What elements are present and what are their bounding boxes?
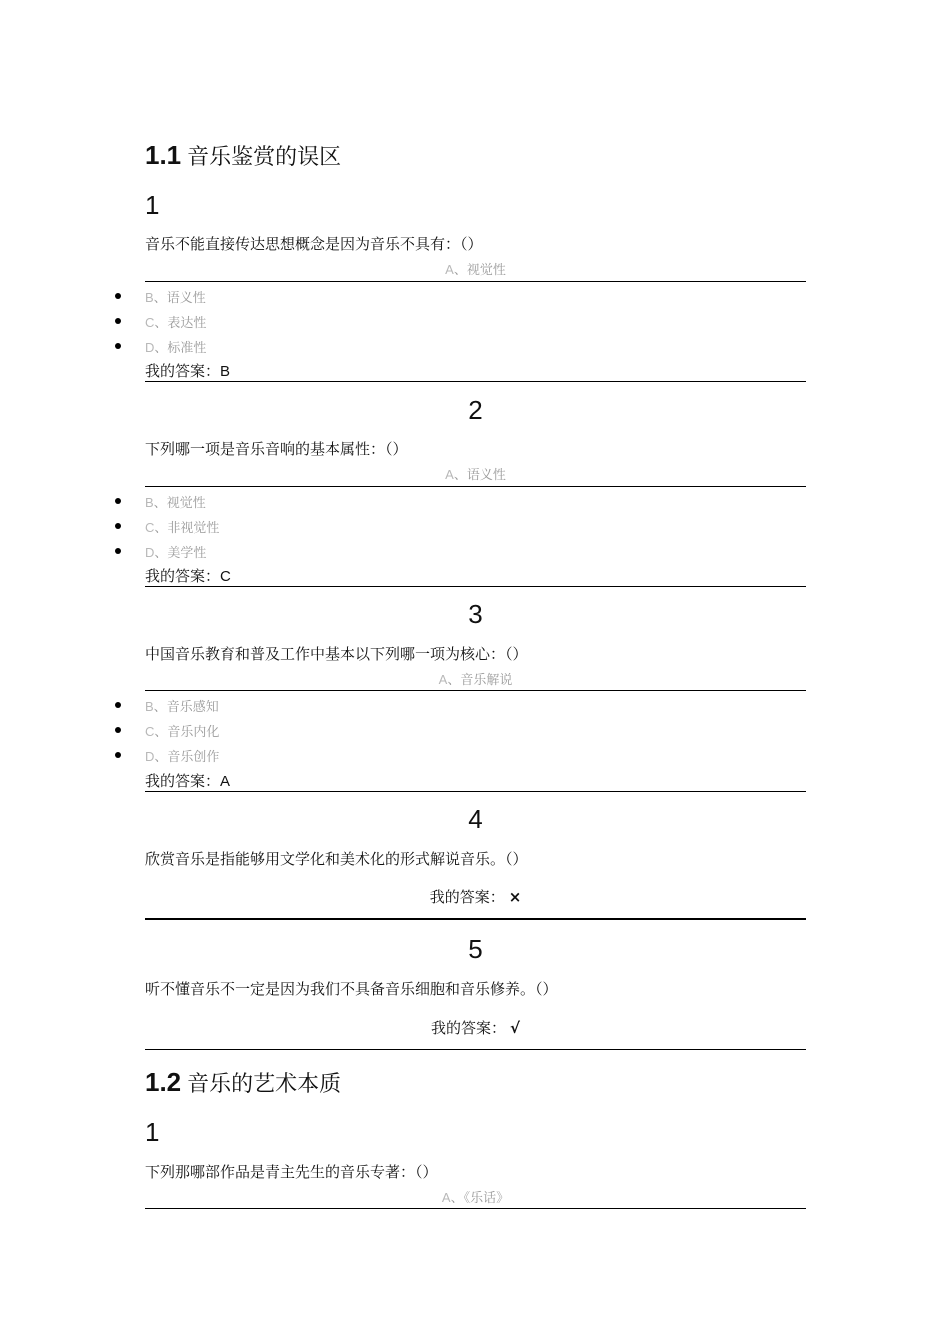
- section-heading: [145, 140, 341, 171]
- question-number: 5: [468, 934, 483, 964]
- check-icon: √: [510, 1019, 521, 1037]
- option-a: A、语义性: [445, 467, 506, 483]
- section-heading: [145, 1067, 341, 1098]
- my-answer: 我的答案：C: [145, 567, 231, 585]
- question-text: 音乐不能直接传达思想概念是因为音乐不具有：（）: [145, 235, 483, 253]
- section-number: 1.2: [145, 1067, 182, 1097]
- section-title: 音乐鉴赏的误区: [187, 145, 342, 170]
- divider: [145, 690, 806, 691]
- question-number: 2: [468, 395, 483, 425]
- divider: [145, 486, 806, 487]
- option-b: B、视觉性: [145, 492, 206, 511]
- divider: [145, 586, 806, 587]
- question-text: 下列那哪部作品是青主先生的音乐专著：（）: [145, 1163, 438, 1181]
- option-b: B、音乐感知: [145, 696, 219, 715]
- cross-icon: ×: [508, 888, 522, 906]
- my-answer: 我的答案： ×: [429, 888, 522, 906]
- option-d: D、标准性: [145, 337, 206, 356]
- option-c: C、音乐内化: [145, 721, 219, 740]
- question-text: 听不懂音乐不一定是因为我们不具备音乐细胞和音乐修养。（）: [145, 980, 558, 998]
- question-number: 4: [468, 804, 483, 834]
- bullet-icon: [115, 318, 121, 324]
- my-answer: 我的答案：A: [145, 772, 231, 790]
- question-number: 1: [145, 1117, 160, 1147]
- bullet-icon: [115, 727, 121, 733]
- divider: [145, 918, 806, 920]
- bullet-icon: [115, 702, 121, 708]
- bullet-icon: [115, 293, 121, 299]
- option-d: D、音乐创作: [145, 746, 219, 765]
- my-answer: 我的答案：B: [145, 362, 231, 380]
- bullet-icon: [115, 548, 121, 554]
- option-d: D、美学性: [145, 542, 206, 561]
- divider: [145, 281, 806, 282]
- divider: [145, 381, 806, 382]
- bullet-icon: [115, 752, 121, 758]
- option-c: C、表达性: [145, 312, 206, 331]
- section-title: 音乐的艺术本质: [187, 1072, 342, 1097]
- question-number: 3: [468, 599, 483, 629]
- option-a: A、音乐解说: [438, 672, 513, 688]
- section-number: 1.1: [145, 140, 182, 170]
- option-c: C、非视觉性: [145, 517, 219, 536]
- question-text: 中国音乐教育和普及工作中基本以下列哪一项为核心：（）: [145, 645, 528, 663]
- option-b: B、语义性: [145, 287, 206, 306]
- bullet-icon: [115, 498, 121, 504]
- divider: [145, 791, 806, 792]
- my-answer: 我的答案： √: [430, 1019, 521, 1037]
- divider: [145, 1208, 806, 1209]
- question-number: 1: [145, 190, 160, 220]
- option-a: A、视觉性: [445, 262, 506, 278]
- question-text: 下列哪一项是音乐音响的基本属性：（）: [145, 440, 408, 458]
- bullet-icon: [115, 523, 121, 529]
- divider: [145, 1049, 806, 1050]
- bullet-icon: [115, 343, 121, 349]
- option-a: A、《乐话》: [441, 1190, 510, 1206]
- question-text: 欣赏音乐是指能够用文学化和美术化的形式解说音乐。（）: [145, 850, 528, 868]
